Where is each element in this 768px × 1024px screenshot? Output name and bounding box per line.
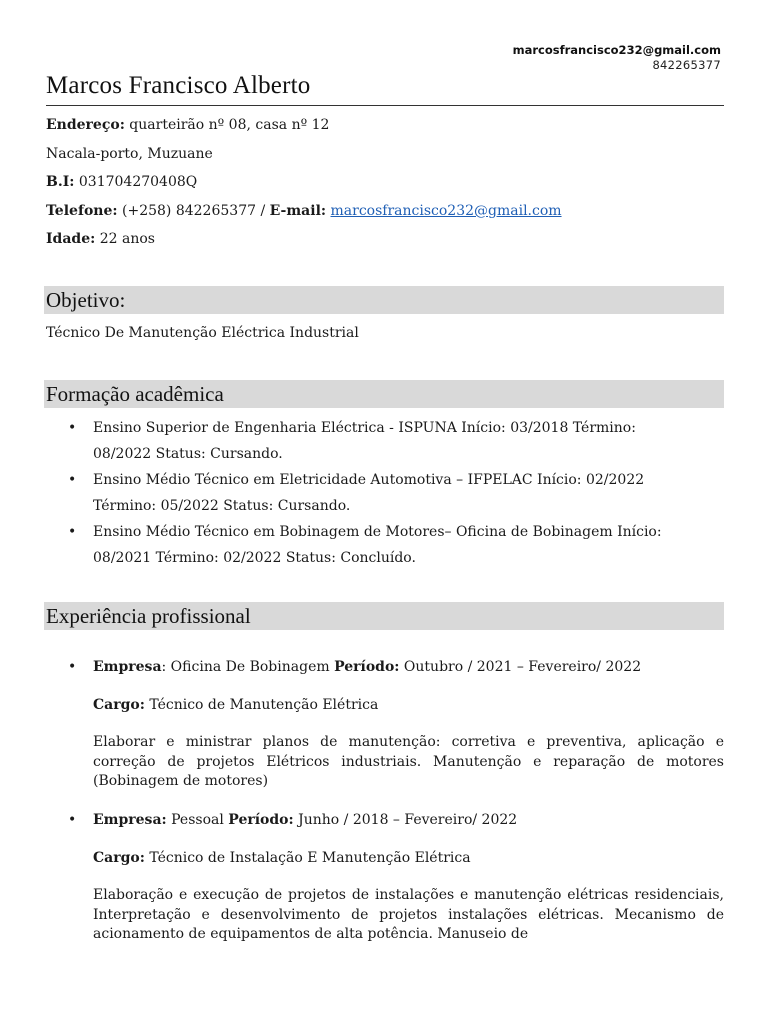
education-list: [46, 415, 686, 571]
bullet-icon: •: [68, 472, 77, 488]
education-title: Formação acadêmica: [46, 382, 224, 406]
address-line: [46, 116, 329, 134]
header-divider: [46, 105, 724, 106]
job-role-line: [46, 696, 724, 716]
job-description: [46, 733, 724, 792]
job-description: [46, 886, 724, 945]
role-label: Cargo:: [93, 697, 145, 713]
email-label: E-mail:: [269, 203, 327, 219]
phone-label: Telefone:: [46, 203, 118, 219]
company-label: Empresa:: [93, 812, 167, 828]
bullet-icon: •: [68, 420, 77, 436]
bullet-icon: •: [68, 659, 77, 675]
period-label: Período:: [334, 659, 400, 675]
address-value: quarteirão nº 08, casa nº 12: [124, 117, 330, 133]
period-value: Junho / 2018 – Fevereiro/ 2022: [293, 812, 518, 828]
company-sep: :: [161, 659, 167, 675]
role-value: Técnico de Manutenção Elétrica: [144, 697, 379, 713]
phone-email-line: [46, 202, 562, 220]
phone-value: (+258) 842265377 /: [117, 203, 270, 219]
education-item-line1: Ensino Médio Técnico em Eletricidade Automotiva – IFPELAC Início: 02/2022: [93, 472, 645, 488]
education-item: [46, 519, 686, 571]
experience-title: Experiência profissional: [46, 604, 251, 628]
role-label: Cargo:: [93, 850, 145, 866]
education-section-bar: [44, 380, 724, 408]
job-description-text: Elaboração e execução de projetos de instalações e manutenção elétricas residenciais, Interpretação e desenvolvimento de projetos instalações elétricas. Mecanismo de acionamento de equipamentos de alta potência. Manuseio de: [93, 887, 724, 942]
job-company-line: [46, 811, 724, 831]
header-contact: [513, 43, 721, 73]
education-item-line2: Término: 05/2022 Status: Cursando.: [93, 498, 351, 514]
job-role-line: [46, 849, 724, 869]
company-value: Oficina De Bobinagem: [166, 659, 335, 675]
age-label: Idade:: [46, 231, 96, 247]
age-line: [46, 230, 155, 248]
header-email: marcosfrancisco232@gmail.com: [512, 43, 721, 57]
job-description-text: Elaborar e ministrar planos de manutenção: corretiva e preventiva, aplicação e correção de projetos Elétricos industriais. Manutenção e reparação de motores (Bobinagem de motores): [93, 734, 724, 789]
education-item-line2: 08/2022 Status: Cursando.: [93, 446, 283, 462]
experience-section-bar: [44, 602, 724, 630]
education-item: [46, 415, 686, 467]
email-link[interactable]: marcosfrancisco232@gmail.com: [330, 203, 562, 219]
objective-title: Objetivo:: [46, 288, 126, 312]
education-item: [46, 467, 686, 519]
bi-line: [46, 173, 197, 191]
candidate-name: Marcos Francisco Alberto: [46, 72, 311, 99]
header-phone: 842265377: [652, 58, 721, 72]
job-company-line: [46, 658, 724, 678]
age-value: 22 anos: [95, 231, 155, 247]
company-value: Pessoal: [166, 812, 229, 828]
city-line: Nacala-porto, Muzuane: [46, 146, 213, 162]
education-item-line2: 08/2021 Término: 02/2022 Status: Concluído.: [93, 550, 416, 566]
period-value: Outubro / 2021 – Fevereiro/ 2022: [399, 659, 642, 675]
education-item-line1: Ensino Superior de Engenharia Eléctrica - ISPUNA Início: 03/2018 Término:: [93, 420, 636, 436]
period-label: Período:: [228, 812, 294, 828]
bi-label: B.I:: [46, 174, 75, 190]
objective-text: Técnico De Manutenção Eléctrica Industrial: [46, 325, 359, 341]
address-label: Endereço:: [46, 117, 125, 133]
role-value: Técnico de Instalação E Manutenção Elétrica: [144, 850, 471, 866]
bullet-icon: •: [68, 812, 77, 828]
bi-value: 031704270408Q: [74, 174, 198, 190]
company-label: Empresa: [93, 659, 162, 675]
education-item-line1: Ensino Médio Técnico em Bobinagem de Motores– Oficina de Bobinagem Início:: [93, 524, 662, 540]
bullet-icon: •: [68, 524, 77, 540]
objective-section-bar: [44, 286, 724, 314]
